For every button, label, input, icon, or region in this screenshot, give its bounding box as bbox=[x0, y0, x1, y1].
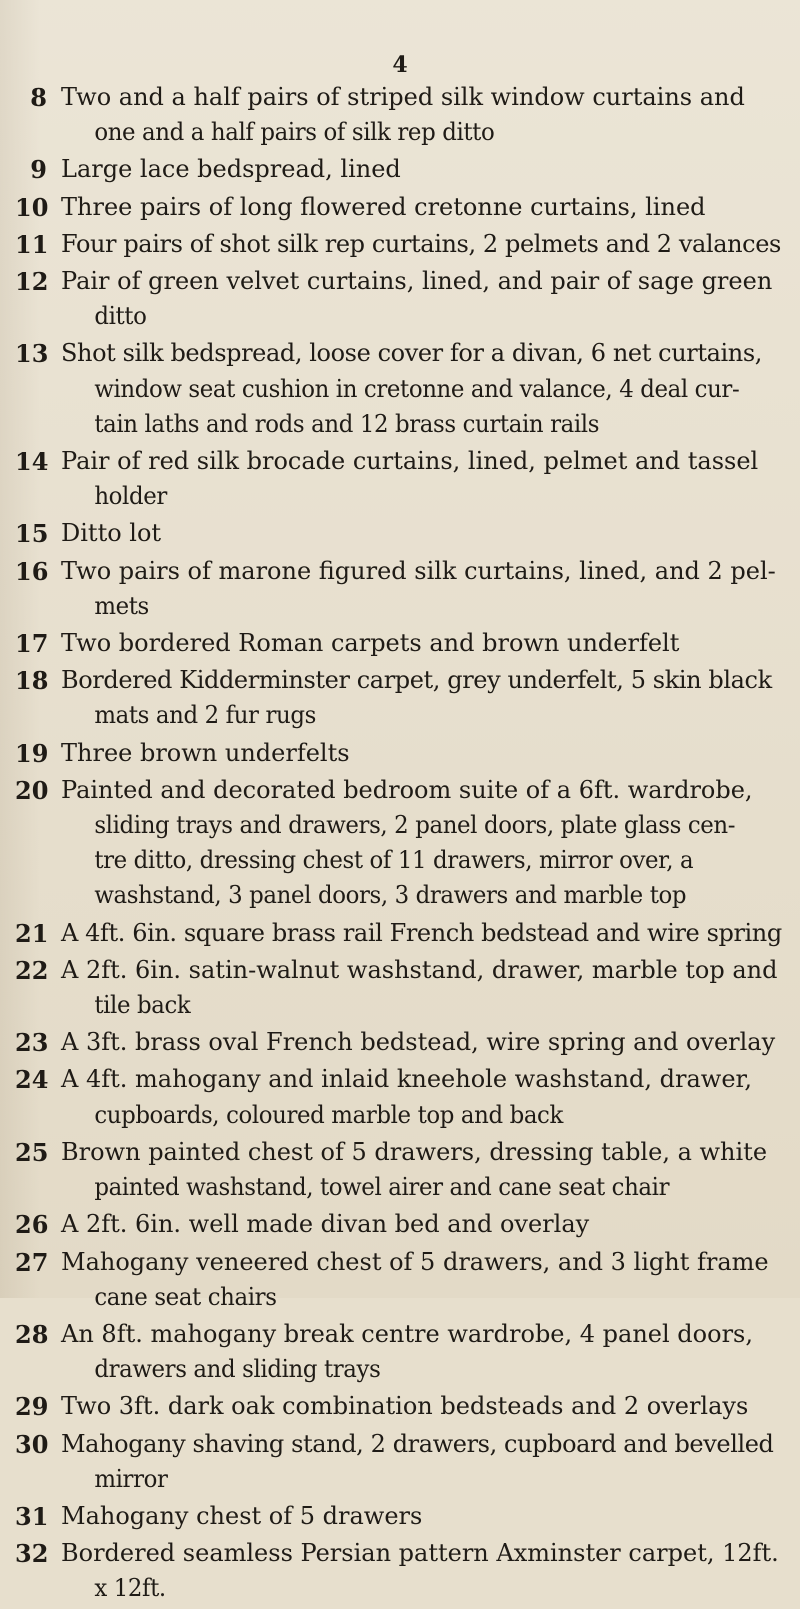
lot-description-line: An 8ft. mahogany break centre wardrobe, 4 panel doors, bbox=[61, 1319, 753, 1348]
lot-entry bbox=[0, 1536, 800, 1606]
lot-number: 21 bbox=[15, 918, 49, 948]
lot-entry bbox=[0, 1062, 800, 1132]
lot-number: 20 bbox=[15, 775, 49, 805]
lot-entry bbox=[0, 554, 800, 624]
lot-description-line: Two and a half pairs of striped silk window curtains and bbox=[61, 83, 745, 111]
lot-number: 23 bbox=[15, 1028, 49, 1058]
lot-number: 18 bbox=[15, 666, 49, 696]
lot-description bbox=[61, 1536, 783, 1606]
lot-description-line: A 4ft. 6in. square brass rail French bedstead and wire spring bbox=[61, 918, 782, 947]
lot-entry bbox=[0, 1389, 800, 1424]
lot-description-line: Bordered Kidderminster carpet, grey underfelt, 5 skin black bbox=[61, 666, 772, 695]
lot-entry bbox=[0, 1135, 800, 1205]
lot-description-line: Shot silk bedspread, loose cover for a divan, 6 net curtains, bbox=[61, 339, 762, 368]
lot-description-line: cane seat chairs bbox=[94, 1282, 277, 1311]
lot-number: 32 bbox=[15, 1539, 49, 1569]
lot-entry bbox=[0, 264, 800, 334]
lot-list bbox=[0, 80, 800, 1609]
lot-description-line: drawers and sliding trays bbox=[94, 1355, 381, 1384]
lot-description bbox=[61, 663, 783, 733]
lot-description bbox=[61, 1427, 783, 1497]
lot-entry bbox=[0, 663, 800, 733]
lot-number: 19 bbox=[15, 738, 49, 768]
lot-entry bbox=[0, 626, 800, 661]
lot-description-line: Ditto lot bbox=[61, 519, 162, 548]
lot-description-line: Two 3ft. dark oak combination bedsteads and 2 overlays bbox=[61, 1392, 749, 1421]
lot-description-line: x 12ft. bbox=[94, 1574, 166, 1603]
lot-description bbox=[61, 264, 783, 334]
lot-description-line: A 2ft. 6in. well made divan bed and overlay bbox=[61, 1210, 590, 1239]
lot-number: 17 bbox=[15, 629, 49, 659]
lot-entry bbox=[0, 152, 800, 187]
lot-description bbox=[61, 336, 783, 442]
lot-entry bbox=[0, 773, 800, 914]
lot-number: 13 bbox=[15, 339, 49, 369]
lot-description-line: Brown painted chest of 5 drawers, dressing table, a white bbox=[61, 1137, 768, 1166]
lot-description-line: holder bbox=[94, 482, 167, 511]
lot-description-line: Mahogany chest of 5 drawers bbox=[61, 1501, 423, 1530]
lot-number: 24 bbox=[15, 1065, 49, 1095]
lot-number: 27 bbox=[15, 1247, 49, 1277]
lot-description-line: Painted and decorated bedroom suite of a 6ft. wardrobe, bbox=[61, 775, 753, 804]
lot-number: 26 bbox=[15, 1210, 49, 1240]
lot-description-line: Mahogany shaving stand, 2 drawers, cupboard and bevelled bbox=[61, 1429, 774, 1458]
lot-description-line: washstand, 3 panel doors, 3 drawers and marble top bbox=[94, 881, 687, 910]
lot-description bbox=[61, 190, 783, 225]
lot-description-line: ditto bbox=[94, 302, 147, 331]
lot-description-line: Large lace bedspread, lined bbox=[61, 155, 401, 184]
lot-entry bbox=[0, 916, 800, 951]
lot-description bbox=[61, 1062, 783, 1132]
lot-description-line: A 4ft. mahogany and inlaid kneehole washstand, drawer, bbox=[61, 1065, 752, 1094]
lot-number: 28 bbox=[15, 1319, 49, 1349]
lot-description-line: mirror bbox=[94, 1464, 168, 1493]
lot-entry bbox=[0, 1207, 800, 1242]
lot-number: 8 bbox=[30, 83, 47, 112]
lot-entry bbox=[0, 1499, 800, 1534]
lot-description bbox=[61, 444, 783, 514]
lot-description-line: one and a half pairs of silk rep ditto bbox=[94, 118, 495, 147]
lot-description bbox=[61, 152, 783, 187]
lot-description bbox=[61, 80, 783, 150]
lot-description bbox=[61, 736, 783, 771]
lot-description bbox=[61, 227, 783, 262]
lot-description-line: window seat cushion in cretonne and valance, 4 deal cur- bbox=[94, 374, 740, 403]
lot-description bbox=[61, 1317, 783, 1387]
lot-number: 25 bbox=[15, 1137, 49, 1167]
lot-number: 11 bbox=[15, 229, 49, 259]
lot-number: 14 bbox=[15, 447, 49, 477]
lot-number: 22 bbox=[15, 955, 49, 985]
lot-number: 10 bbox=[15, 192, 49, 222]
lot-description-line: mets bbox=[94, 591, 149, 620]
lot-description bbox=[61, 554, 783, 624]
lot-number: 30 bbox=[15, 1429, 49, 1459]
lot-entry bbox=[0, 1317, 800, 1387]
lot-description-line: Mahogany veneered chest of 5 drawers, and 3 light frame bbox=[61, 1247, 769, 1276]
lot-description-line: Three brown underfelts bbox=[61, 738, 350, 767]
lot-description bbox=[61, 1207, 783, 1242]
lot-entry bbox=[0, 80, 800, 150]
lot-description-line: painted washstand, towel airer and cane seat chair bbox=[94, 1173, 670, 1202]
lot-entry bbox=[0, 444, 800, 514]
lot-number: 12 bbox=[15, 267, 49, 297]
lot-entry bbox=[0, 516, 800, 551]
lot-description bbox=[61, 1499, 783, 1534]
lot-description bbox=[61, 516, 783, 551]
lot-number: 31 bbox=[15, 1501, 49, 1531]
lot-number: 9 bbox=[30, 155, 47, 185]
lot-description-line: Pair of green velvet curtains, lined, and pair of sage green bbox=[61, 267, 773, 296]
lot-description bbox=[61, 916, 783, 951]
lot-description-line: cupboards, coloured marble top and back bbox=[94, 1100, 563, 1129]
lot-description bbox=[61, 1245, 783, 1315]
lot-description-line: tain laths and rods and 12 brass curtain rails bbox=[94, 409, 600, 438]
lot-description-line: A 3ft. brass oval French bedstead, wire spring and overlay bbox=[61, 1028, 776, 1057]
lot-description-line: Two bordered Roman carpets and brown underfelt bbox=[61, 629, 680, 658]
lot-description-line: Two pairs of marone figured silk curtains, lined, and 2 pel- bbox=[61, 556, 776, 585]
lot-number: 29 bbox=[15, 1392, 49, 1422]
lot-number: 15 bbox=[15, 519, 49, 549]
lot-entry bbox=[0, 227, 800, 262]
lot-description bbox=[61, 773, 783, 914]
lot-entry bbox=[0, 336, 800, 442]
lot-description-line: tre ditto, dressing chest of 11 drawers, mirror over, a bbox=[94, 846, 694, 875]
lot-entry bbox=[0, 1427, 800, 1497]
lot-entry bbox=[0, 736, 800, 771]
lot-description bbox=[61, 1389, 783, 1424]
lot-description-line: A 2ft. 6in. satin-walnut washstand, drawer, marble top and bbox=[61, 955, 778, 984]
lot-description-line: Pair of red silk brocade curtains, lined, pelmet and tassel bbox=[61, 447, 759, 476]
page-number: 4 bbox=[392, 52, 408, 78]
lot-description bbox=[61, 626, 783, 661]
lot-description-line: tile back bbox=[94, 991, 191, 1020]
lot-description-line: mats and 2 fur rugs bbox=[94, 701, 316, 730]
lot-number: 16 bbox=[15, 556, 49, 586]
lot-description-line: Three pairs of long flowered cretonne curtains, lined bbox=[61, 192, 706, 221]
lot-description-line: Bordered seamless Persian pattern Axminster carpet, 12ft. bbox=[61, 1539, 779, 1568]
lot-description bbox=[61, 953, 783, 1023]
lot-entry bbox=[0, 190, 800, 225]
lot-description-line: sliding trays and drawers, 2 panel doors, plate glass cen- bbox=[94, 811, 736, 840]
lot-description-line: Four pairs of shot silk rep curtains, 2 pelmets and 2 valances bbox=[61, 229, 781, 258]
lot-description bbox=[61, 1025, 783, 1060]
lot-description bbox=[61, 1135, 783, 1205]
lot-entry bbox=[0, 1025, 800, 1060]
lot-entry bbox=[0, 1245, 800, 1315]
lot-entry bbox=[0, 953, 800, 1023]
